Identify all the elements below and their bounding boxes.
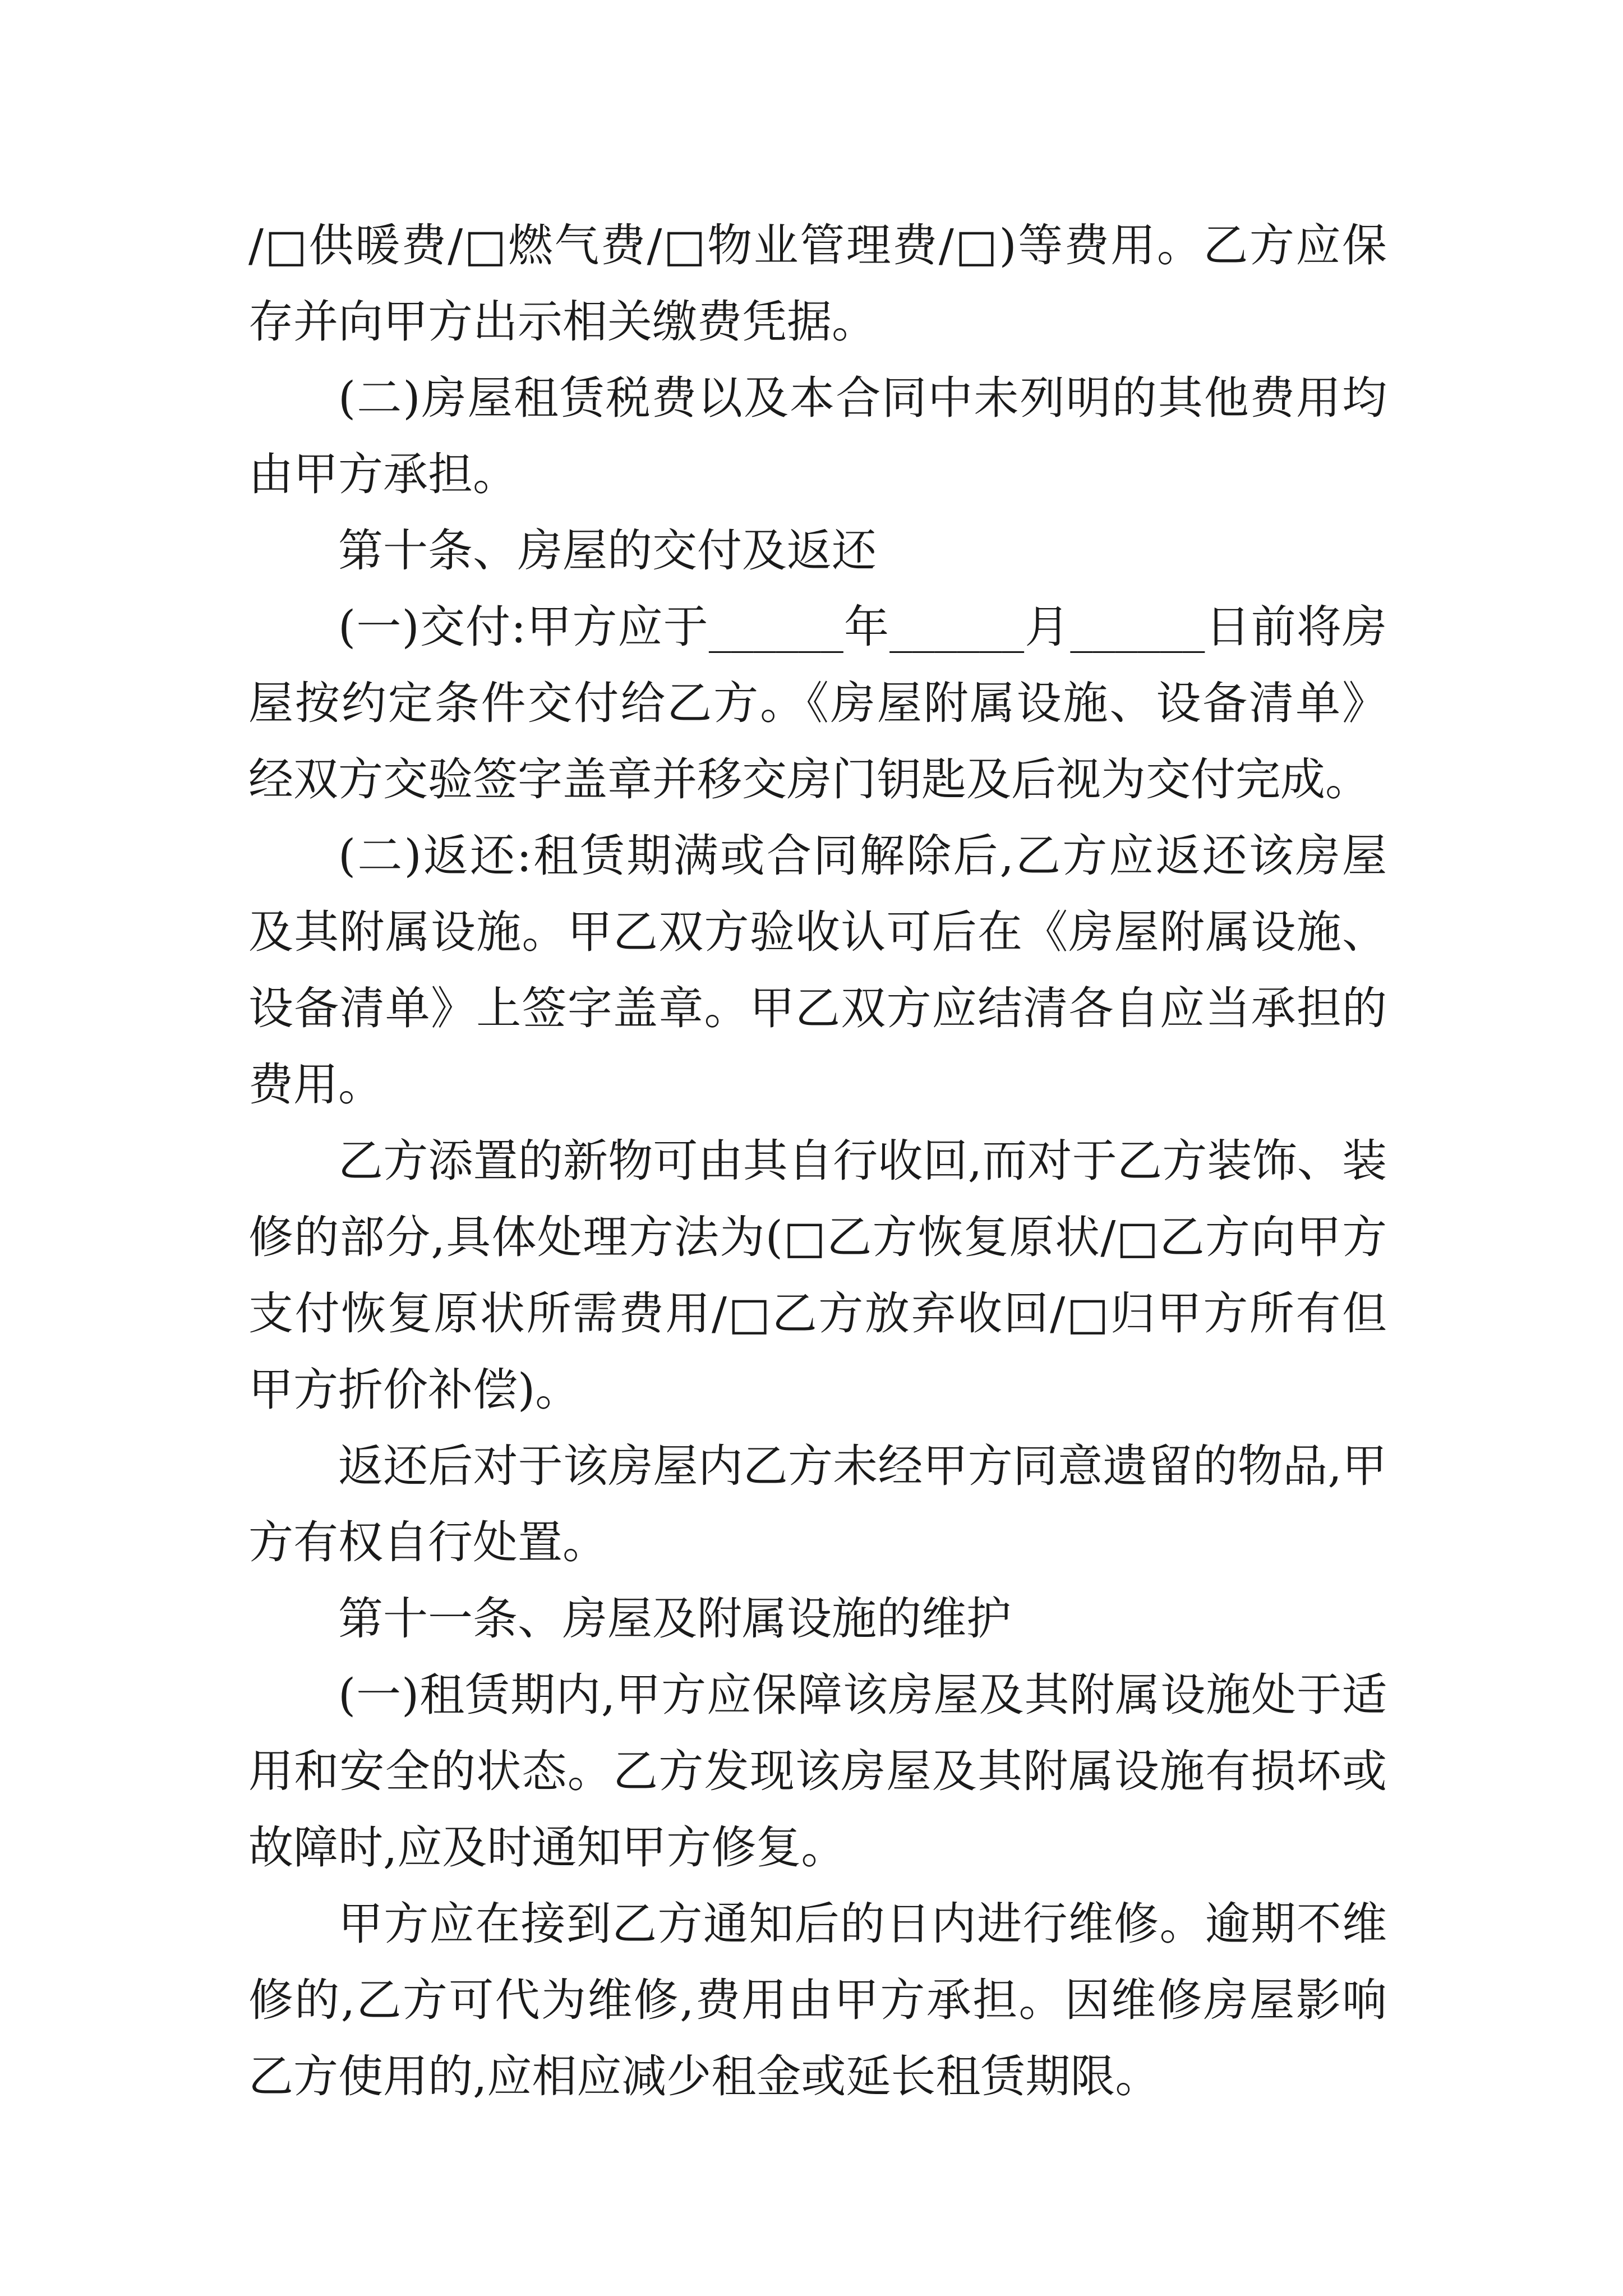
contract-text	[248, 208, 1387, 2115]
paragraph-taxes: (二)房屋租赁税费以及本合同中未列明的其他费用均由甲方承担。	[248, 372, 1387, 500]
article-11-heading: 第十一条、房屋及附属设施的维护	[338, 1593, 1011, 1645]
paragraph-delivery: (一)交付:甲方应于______年______月______日前将房屋按约定条件交付给乙方。《房屋附属设施、设备清单》经双方交验签字盖章并移交房门钥匙及后视为交付完成。	[248, 601, 1387, 806]
paragraph-left-items: 返还后对于该房屋内乙方未经甲方同意遗留的物品,甲方有权自行处置。	[248, 1440, 1387, 1568]
paragraph-maintenance: (一)租赁期内,甲方应保障该房屋及其附属设施处于适用和安全的状态。乙方发现该房屋及其附属设施有损坏或故障时,应及时通知甲方修复。	[248, 1669, 1387, 1874]
article-10-heading: 第十条、房屋的交付及返还	[338, 524, 877, 577]
paragraph-additions: 乙方添置的新物可由其自行收回,而对于乙方装饰、装修的部分,具体处理方法为(□乙方恢复原状/□乙方向甲方支付恢复原状所需费用/□乙方放弃收回/□归甲方所有但甲方折价补偿)。	[248, 1135, 1387, 1416]
paragraph-return: (二)返还:租赁期满或合同解除后,乙方应返还该房屋及其附属设施。甲乙双方验收认可后在《房屋附属设施、设备清单》上签字盖章。甲乙双方应结清各自应当承担的费用。	[248, 830, 1387, 1111]
paragraph-fees-continued: /□供暖费/□燃气费/□物业管理费/□)等费用。乙方应保存并向甲方出示相关缴费凭据。	[248, 219, 1387, 348]
paragraph-repair-deadline: 甲方应在接到乙方通知后的日内进行维修。逾期不维修的,乙方可代为维修,费用由甲方承担。因维修房屋影响乙方使用的,应相应减少租金或延长租赁期限。	[248, 1898, 1387, 2102]
